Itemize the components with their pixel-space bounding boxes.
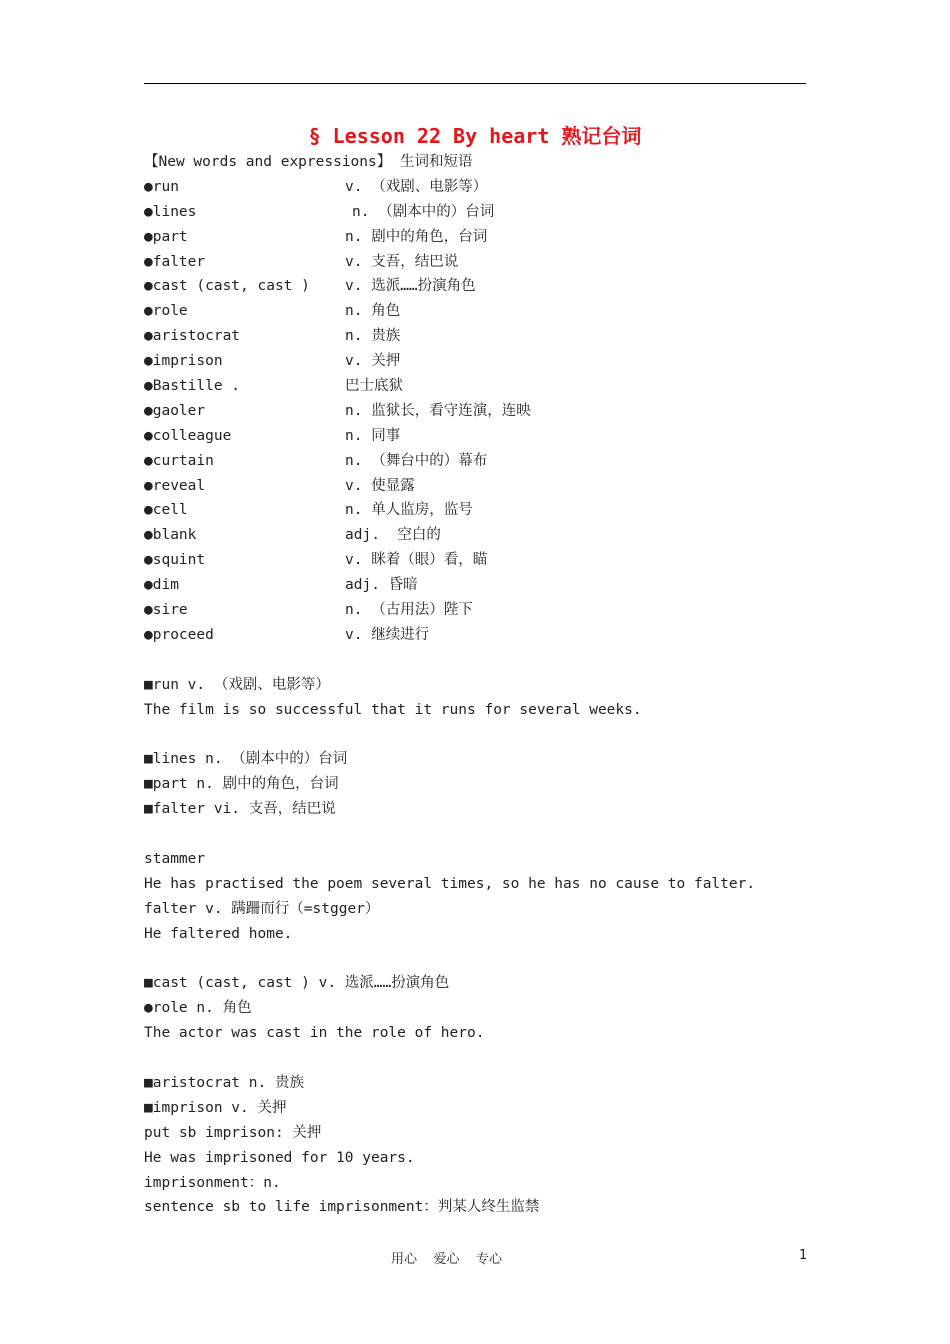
vocab-def: n. （古用法）陛下 [345,602,473,619]
vocab-word: ●part [144,228,188,245]
footer-motto: 用心 爱心 专心 [391,1252,503,1267]
note-heading: ■run v. （戏剧、电影等） [144,676,330,693]
vocab-item-reveal [144,474,814,499]
example-sentence: He faltered home. [144,925,293,942]
vocab-word: ●lines [144,203,197,220]
vocab-item-dim [144,573,814,598]
vocab-def: n. 同事 [345,427,401,444]
vocab-def: n. 贵族 [345,328,401,345]
vocab-word: ●cell [144,502,188,519]
vocab-def: v. 选派……扮演角色 [345,278,476,295]
vocab-word: ●Bastille . [144,378,241,395]
note-heading: ■aristocrat n. 贵族 [144,1074,304,1091]
vocab-item-falter [144,250,814,275]
vocab-word: ●proceed [144,626,214,643]
vocab-word: ●run [144,178,179,195]
spacer [144,822,814,847]
vocab-def: v. 使显露 [345,477,415,494]
vocab-item-part [144,225,814,250]
vocab-word: ●reveal [144,477,206,494]
note-heading: ■imprison v. 关押 [144,1099,287,1116]
vocab-def: n. （舞台中的）幕布 [345,452,488,469]
vocab-def: v. 关押 [345,353,401,370]
vocab-word: ●colleague [144,427,232,444]
spacer [144,1046,814,1071]
vocab-item-run [144,175,814,200]
note-heading: ■falter vi. 支吾，结巴说 [144,801,336,818]
note-line: sentence sb to life imprisonment：判某人终生监禁 [144,1199,540,1216]
vocab-word: ●imprison [144,353,223,370]
page-number: 1 [799,1248,808,1263]
vocab-word: ●curtain [144,452,214,469]
vocab-item-proceed [144,623,814,648]
example-sentence: The film is so successful that it runs for several weeks. [144,701,642,718]
synonym: stammer [144,850,206,867]
vocab-item-cast [144,274,814,299]
vocab-item-cell [144,498,814,523]
note-line: put sb imprison: 关押 [144,1124,322,1141]
spacer [144,648,814,673]
vocab-word: ●cast (cast, cast ) [144,278,310,295]
vocab-word: ●role [144,303,188,320]
vocab-word: ●blank [144,527,197,544]
vocab-def: n. 单人监房，监号 [345,502,473,519]
spacer [144,947,814,972]
vocab-def: 巴士底狱 [345,378,403,395]
note-heading: ●role n. 角色 [144,1000,252,1017]
vocab-item-curtain [144,449,814,474]
spacer [144,722,814,747]
vocab-word: ●sire [144,602,188,619]
page-title: § Lesson 22 By heart 熟记台词 [308,124,642,148]
vocab-word: ●gaoler [144,402,206,419]
vocab-def: v. （戏剧、电影等） [345,178,488,195]
section-header: 【New words and expressions】 生词和短语 [144,154,473,170]
vocab-item-imprison [144,349,814,374]
note-heading: ■part n. 剧中的角色，台词 [144,776,339,793]
vocab-def: v. 眯着（眼）看，瞄 [345,552,488,569]
vocab-word: ●dim [144,577,179,594]
vocab-item-sire [144,598,814,623]
vocab-def: n. 剧中的角色，台词 [345,228,488,245]
note-heading: ■lines n. （剧本中的）台词 [144,751,348,768]
document-body [144,150,814,1220]
example-sentence: The actor was cast in the role of hero. [144,1025,485,1042]
vocab-def: adj. 空白的 [345,527,441,544]
note-heading: ■cast (cast, cast ) v. 选派……扮演角色 [144,975,450,992]
vocab-item-lines [144,200,814,225]
vocab-word: ●aristocrat [144,328,241,345]
vocab-def: n. （剧本中的）台词 [352,203,495,220]
vocab-item-role [144,299,814,324]
header-rule [144,83,806,84]
vocab-item-bastille [144,374,814,399]
vocab-item-gaoler [144,399,814,424]
vocab-item-squint [144,548,814,573]
vocab-list [144,175,814,648]
vocab-def: n. 角色 [345,303,401,320]
vocab-def: v. 继续进行 [345,626,430,643]
vocab-word: ●falter [144,253,206,270]
vocab-def: adj. 昏暗 [345,577,418,594]
vocab-word: ●squint [144,552,206,569]
vocab-item-colleague [144,424,814,449]
vocab-item-aristocrat [144,324,814,349]
vocab-item-blank [144,523,814,548]
example-sentence: He was imprisoned for 10 years. [144,1149,415,1166]
note-line: falter v. 蹒跚而行（=stgger） [144,900,380,917]
vocab-def: n. 监狱长，看守连演，连映 [345,402,531,419]
example-sentence: He has practised the poem several times, so he has no cause to falter. [144,875,756,892]
note-line: imprisonment：n. [144,1174,281,1191]
vocab-def: v. 支吾，结巴说 [345,253,459,270]
